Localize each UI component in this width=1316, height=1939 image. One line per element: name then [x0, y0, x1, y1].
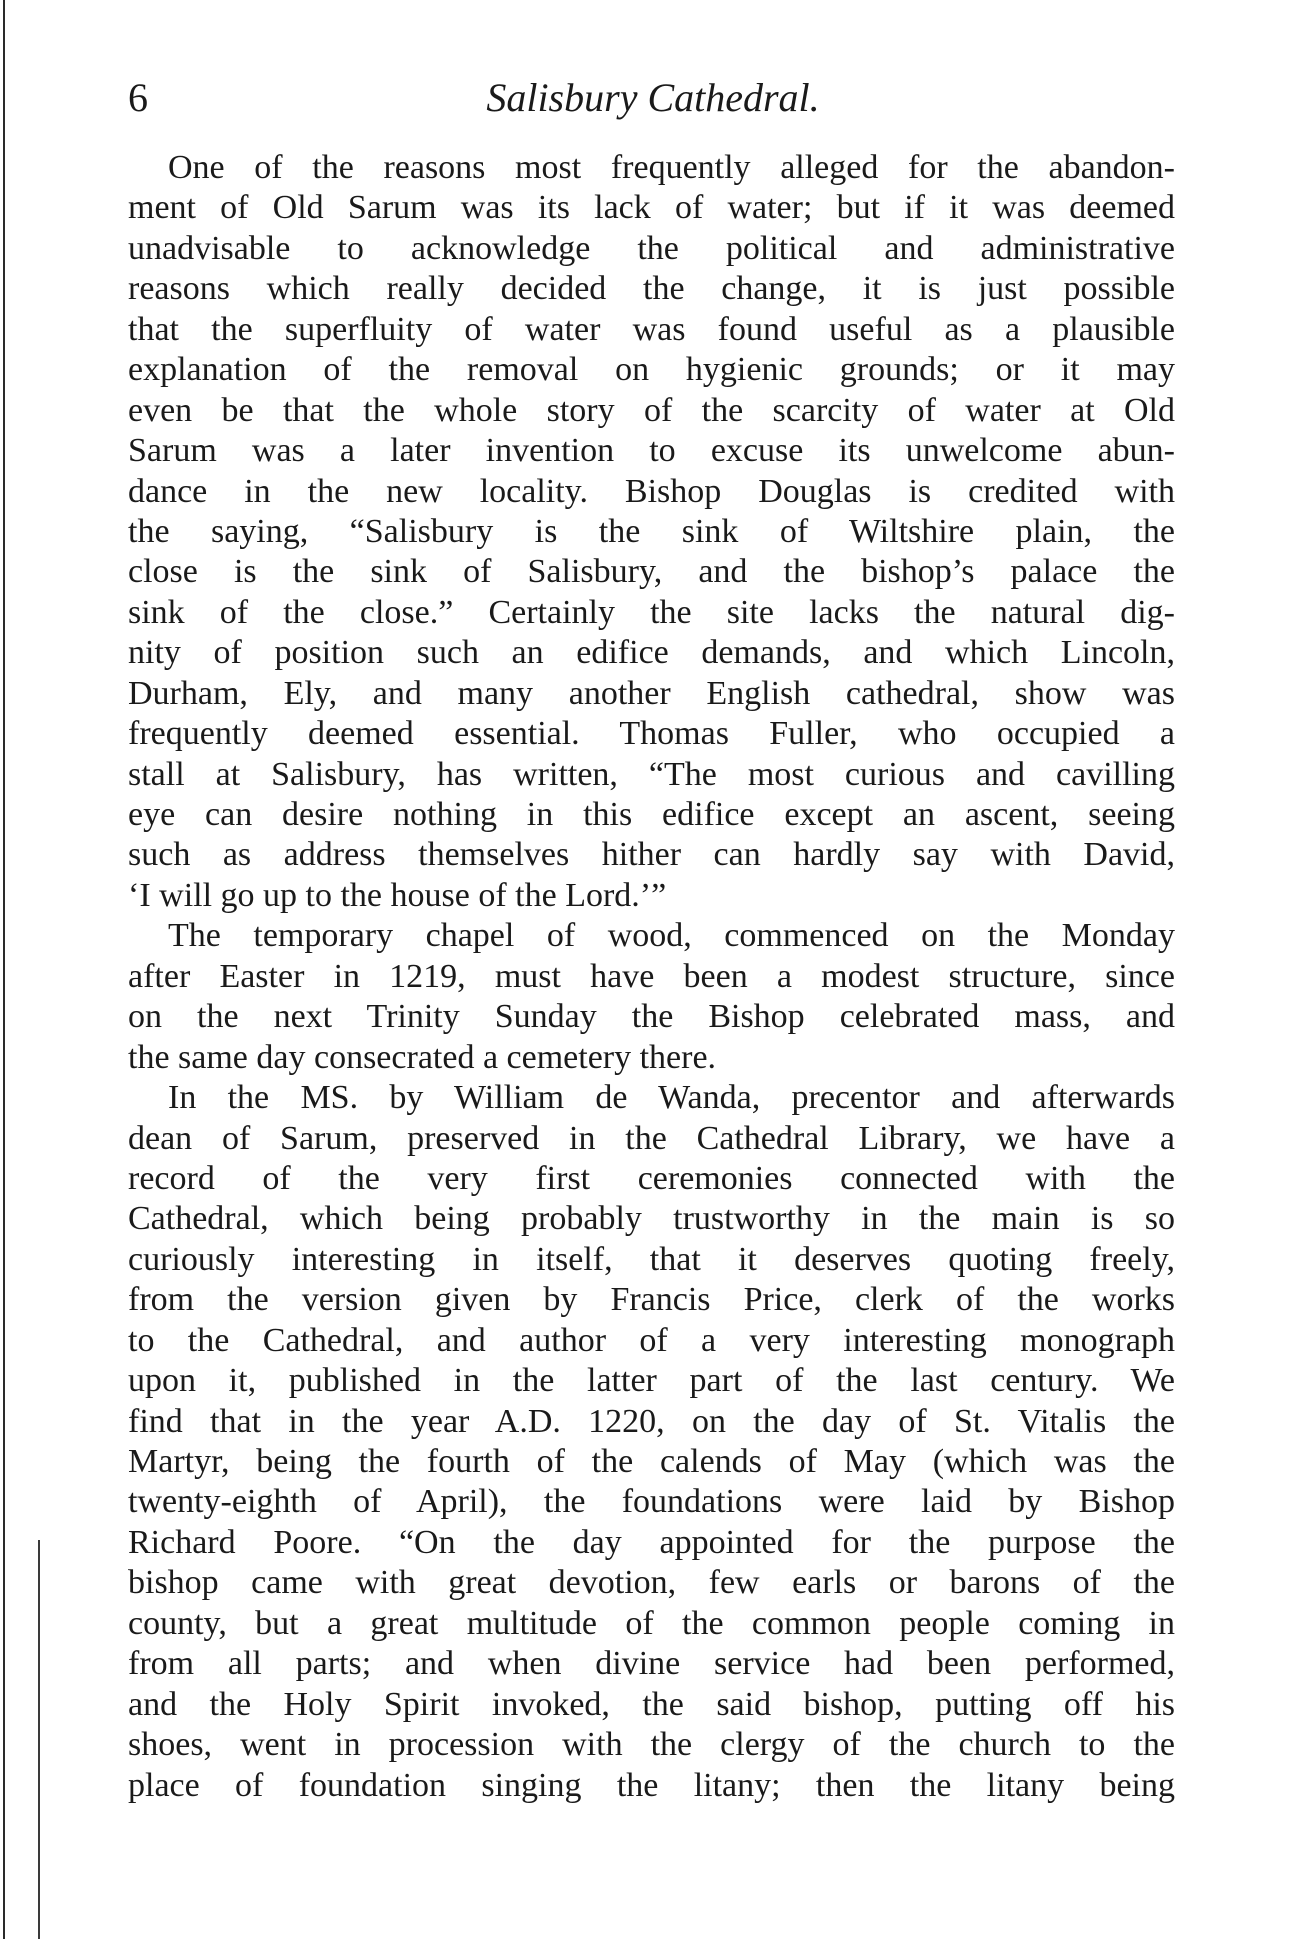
- text-line: on the next Trinity Sunday the Bishop celebrated mass, and: [128, 998, 1175, 1036]
- text-line: curiously interesting in itself, that it deserves quoting freely,: [128, 1240, 1175, 1278]
- text-line: unadvisable to acknowledge the political and administrative: [128, 229, 1175, 267]
- page-binding-edge: [3, 0, 5, 1939]
- text-line: after Easter in 1219, must have been a modest structure, since: [128, 957, 1175, 995]
- text-line: reasons which really decided the change, it is just possible: [128, 270, 1175, 308]
- text-line: dance in the new locality. Bishop Douglas is credited with: [128, 472, 1175, 510]
- page-number: 6: [128, 75, 148, 120]
- text-line: The temporary chapel of wood, commenced on the Monday: [168, 917, 1175, 955]
- text-line: find that in the year A.D. 1220, on the day of St. Vitalis the: [128, 1402, 1175, 1440]
- text-line: nity of position such an edifice demands, and which Lincoln,: [128, 634, 1175, 672]
- text-line: eye can desire nothing in this edifice except an ascent, seeing: [128, 796, 1175, 833]
- text-line: Sarum was a later invention to excuse its unwelcome abun-: [128, 432, 1175, 470]
- text-line: dean of Sarum, preserved in the Cathedral Library, we have a: [128, 1119, 1175, 1157]
- text-line: shoes, went in procession with the clergy of the church to the: [128, 1726, 1175, 1764]
- running-title: Salisbury Cathedral.: [486, 75, 820, 120]
- text-line: to the Cathedral, and author of a very interesting monograph: [128, 1321, 1175, 1359]
- text-line: Cathedral, which being probably trustworthy in the main is so: [128, 1200, 1175, 1238]
- text-line: record of the very first ceremonies connected with the: [128, 1159, 1175, 1197]
- text-line: In the MS. by William de Wanda, precentor and afterwards: [168, 1079, 1175, 1117]
- text-line: the saying, “Salisbury is the sink of Wiltshire plain, the: [128, 512, 1175, 550]
- text-line: from all parts; and when divine service had been performed,: [128, 1645, 1175, 1683]
- text-line: ment of Old Sarum was its lack of water; but if it was deemed: [128, 189, 1175, 227]
- text-line: upon it, published in the latter part of the last century. We: [128, 1362, 1175, 1400]
- text-line: Martyr, being the fourth of the calends of May (which was the: [128, 1443, 1175, 1480]
- text-line: Richard Poore. “On the day appointed for the purpose the: [128, 1523, 1175, 1561]
- text-line: frequently deemed essential. Thomas Fuller, who occupied a: [128, 715, 1175, 753]
- text-line: ‘I will go up to the house of the Lord.’”: [128, 876, 667, 914]
- text-line: sink of the close.” Certainly the site lacks the natural dig-: [128, 593, 1175, 631]
- text-line: place of foundation singing the litany; then the litany being: [128, 1766, 1175, 1804]
- text-line: One of the reasons most frequently alleged for the abandon-: [168, 149, 1175, 186]
- text-line: from the version given by Francis Price, clerk of the works: [128, 1281, 1175, 1319]
- page-header: [128, 68, 1178, 128]
- body-text: [128, 148, 1175, 1806]
- text-line: explanation of the removal on hygienic grounds; or it may: [128, 351, 1175, 389]
- text-line: Durham, Ely, and many another English cathedral, show was: [128, 674, 1175, 712]
- text-line: and the Holy Spirit invoked, the said bishop, putting off his: [128, 1685, 1175, 1723]
- text-line: twenty-eighth of April), the foundations were laid by Bishop: [128, 1483, 1175, 1521]
- text-line: that the superfluity of water was found useful as a plausible: [128, 310, 1175, 348]
- text-line: county, but a great multitude of the common people coming in: [128, 1604, 1175, 1642]
- text-line: even be that the whole story of the scarcity of water at Old: [128, 391, 1175, 429]
- text-line: stall at Salisbury, has written, “The most curious and cavilling: [128, 755, 1175, 793]
- text-line: such as address themselves hither can hardly say with David,: [128, 836, 1175, 874]
- text-line: close is the sink of Salisbury, and the bishop’s palace the: [128, 553, 1175, 591]
- text-line: bishop came with great devotion, few earls or barons of the: [128, 1564, 1175, 1602]
- text-line: the same day consecrated a cemetery there.: [128, 1038, 717, 1076]
- page-inner-edge: [38, 1540, 40, 1939]
